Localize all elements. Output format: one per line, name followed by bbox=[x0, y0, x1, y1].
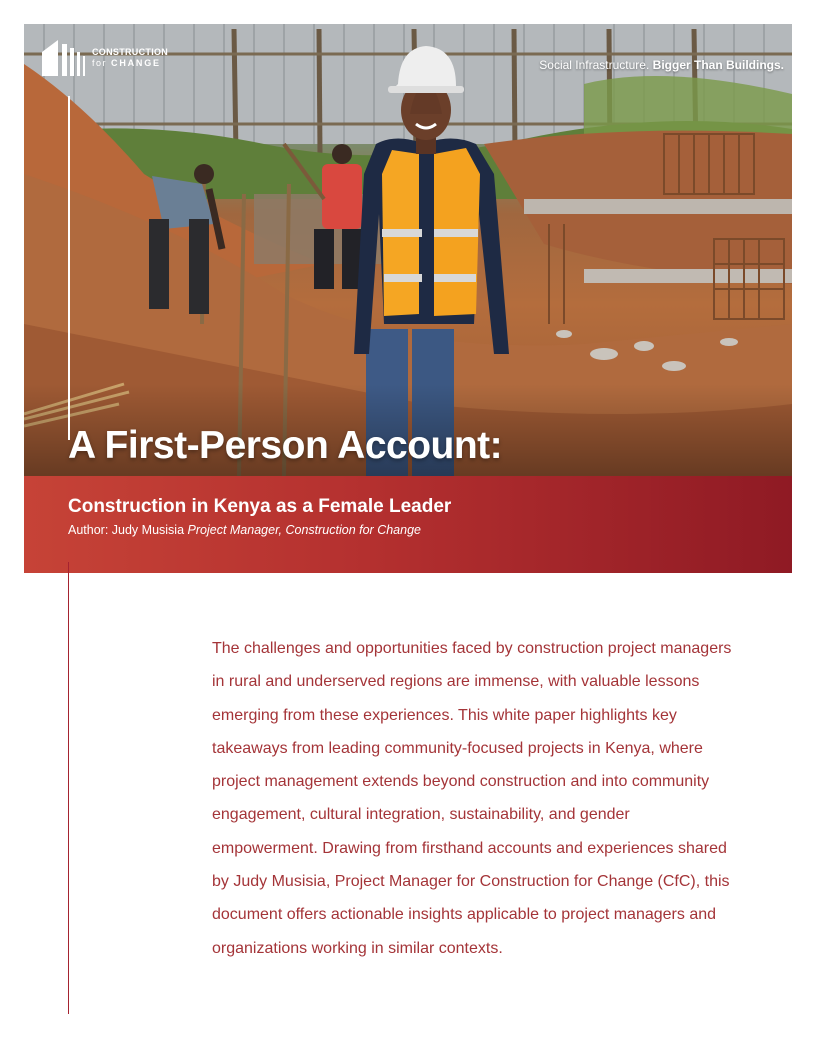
author-line bbox=[68, 523, 792, 537]
logo-wordmark bbox=[92, 48, 168, 68]
hero-photo bbox=[24, 24, 792, 476]
author-name: Author: Judy Musisia bbox=[68, 523, 185, 537]
tagline-plain: Social Infrastructure. bbox=[539, 58, 650, 72]
logo-line-for-change bbox=[92, 59, 168, 68]
logo-line-construction: CONSTRUCTION bbox=[92, 47, 169, 57]
tagline-bold: Bigger Than Buildings. bbox=[652, 58, 784, 72]
author-role: Project Manager, Construction for Change bbox=[187, 523, 421, 537]
hero-divider-line bbox=[68, 96, 70, 440]
content-divider-line bbox=[68, 562, 69, 1014]
brand-logo[interactable] bbox=[42, 38, 168, 78]
page-title: A First-Person Account: bbox=[68, 424, 503, 467]
page-subtitle: Construction in Kenya as a Female Leader bbox=[68, 496, 452, 517]
building-columns-icon bbox=[42, 38, 88, 78]
abstract-paragraph: The challenges and opportunities faced by construction project managers in rural and underserved regions are immense, with valuable lessons emerging from these experiences. This white paper highlights key takeaways from leading community-focused projects in Kenya, where project management extends beyond construction and into community engagement, cultural integration, sustainability, and gender empowerment. Drawing from firsthand accounts and experiences shared by Judy Musisia, Project Manager for Construction for Change (CfC), this document offers actionable insights applicable to project managers and organizations working in similar contexts. bbox=[212, 640, 732, 957]
brand-tagline bbox=[539, 58, 784, 72]
construction-site-photo bbox=[24, 24, 792, 476]
title-band bbox=[24, 476, 792, 573]
logo-for: for bbox=[92, 58, 108, 68]
logo-change: CHANGE bbox=[111, 58, 161, 68]
